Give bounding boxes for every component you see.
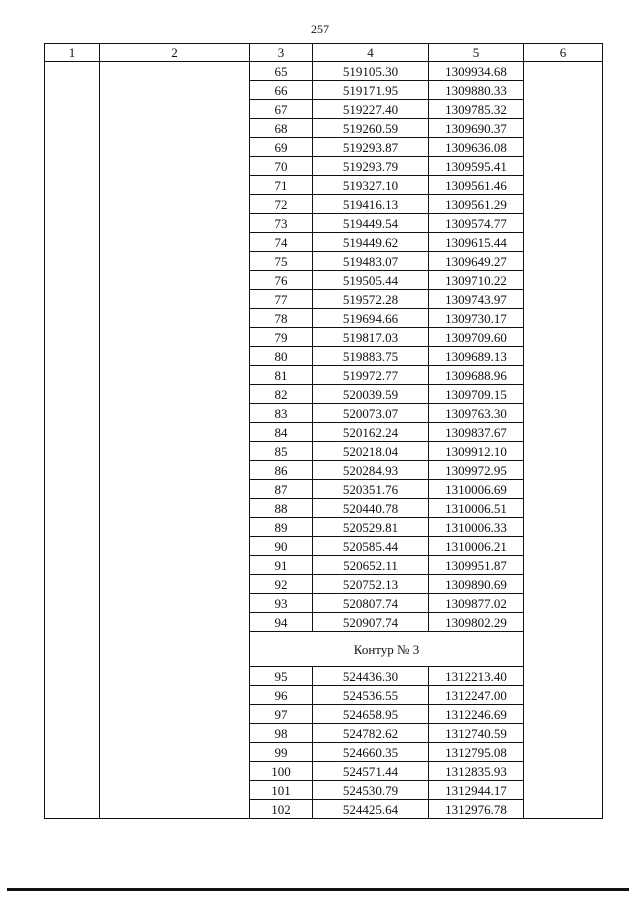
coordinate-y: 1309972.95: [429, 461, 524, 480]
page-number: 257: [311, 22, 329, 36]
point-number: 84: [250, 423, 313, 442]
coordinate-y: 1309880.33: [429, 81, 524, 100]
point-number: 98: [250, 724, 313, 743]
coordinate-x: 520585.44: [313, 537, 429, 556]
coordinate-x: 519572.28: [313, 290, 429, 309]
coordinate-x: 520807.74: [313, 594, 429, 613]
column-header-2: 2: [100, 44, 250, 62]
coordinate-y: 1312247.00: [429, 686, 524, 705]
column-header-6: 6: [524, 44, 603, 62]
coordinate-x: 519171.95: [313, 81, 429, 100]
column-1-cell: [45, 62, 100, 819]
coordinate-y: 1309890.69: [429, 575, 524, 594]
coordinate-x: 519327.10: [313, 176, 429, 195]
coordinate-y: 1312213.40: [429, 667, 524, 686]
coordinate-y: 1309561.29: [429, 195, 524, 214]
point-number: 88: [250, 499, 313, 518]
point-number: 78: [250, 309, 313, 328]
coordinate-y: 1309785.32: [429, 100, 524, 119]
header-row: [45, 44, 603, 62]
coordinate-y: 1312976.78: [429, 800, 524, 819]
coordinate-x: 519505.44: [313, 271, 429, 290]
point-number: 77: [250, 290, 313, 309]
coordinate-y: 1309574.77: [429, 214, 524, 233]
point-number: 73: [250, 214, 313, 233]
point-number: 80: [250, 347, 313, 366]
coordinate-x: 520073.07: [313, 404, 429, 423]
coordinate-y: 1309710.22: [429, 271, 524, 290]
point-number: 67: [250, 100, 313, 119]
coordinate-x: 524782.62: [313, 724, 429, 743]
column-header-1: 1: [45, 44, 100, 62]
coordinate-x: 524660.35: [313, 743, 429, 762]
point-number: 81: [250, 366, 313, 385]
coordinate-x: 519105.30: [313, 62, 429, 81]
coordinate-y: 1309709.60: [429, 328, 524, 347]
coordinate-y: 1309615.44: [429, 233, 524, 252]
coordinate-y: 1312944.17: [429, 781, 524, 800]
coordinate-x: 520529.81: [313, 518, 429, 537]
coordinate-y: 1310006.33: [429, 518, 524, 537]
coordinate-x: 524530.79: [313, 781, 429, 800]
point-number: 66: [250, 81, 313, 100]
coordinate-x: 520440.78: [313, 499, 429, 518]
coordinate-x: 520907.74: [313, 613, 429, 632]
point-number: 83: [250, 404, 313, 423]
coordinate-y: 1309689.13: [429, 347, 524, 366]
point-number: 69: [250, 138, 313, 157]
contour-heading: Контур № 3: [250, 632, 524, 667]
coordinate-x: 519483.07: [313, 252, 429, 271]
coordinate-x: 519449.54: [313, 214, 429, 233]
coordinate-x: 524436.30: [313, 667, 429, 686]
coordinate-y: 1310006.51: [429, 499, 524, 518]
column-6-cell: [524, 62, 603, 819]
point-number: 96: [250, 686, 313, 705]
point-number: 85: [250, 442, 313, 461]
coordinate-y: 1309877.02: [429, 594, 524, 613]
point-number: 87: [250, 480, 313, 499]
coordinate-y: 1312740.59: [429, 724, 524, 743]
coordinate-x: 519227.40: [313, 100, 429, 119]
point-number: 72: [250, 195, 313, 214]
point-number: 101: [250, 781, 313, 800]
point-number: 82: [250, 385, 313, 404]
coordinate-y: 1309802.29: [429, 613, 524, 632]
point-number: 102: [250, 800, 313, 819]
point-number: 91: [250, 556, 313, 575]
coordinate-x: 520351.76: [313, 480, 429, 499]
bottom-rule: [7, 888, 629, 891]
coordinate-y: 1309595.41: [429, 157, 524, 176]
point-number: 100: [250, 762, 313, 781]
point-number: 79: [250, 328, 313, 347]
point-number: 71: [250, 176, 313, 195]
point-number: 97: [250, 705, 313, 724]
coordinate-y: 1309934.68: [429, 62, 524, 81]
coordinate-y: 1310006.21: [429, 537, 524, 556]
table-row: [45, 62, 603, 81]
point-number: 93: [250, 594, 313, 613]
coordinate-x: 520752.13: [313, 575, 429, 594]
coordinate-x: 520652.11: [313, 556, 429, 575]
coordinate-x: 519972.77: [313, 366, 429, 385]
coordinate-x: 519694.66: [313, 309, 429, 328]
coordinate-x: 520284.93: [313, 461, 429, 480]
coordinate-x: 524425.64: [313, 800, 429, 819]
point-number: 99: [250, 743, 313, 762]
coordinate-x: 520162.24: [313, 423, 429, 442]
point-number: 68: [250, 119, 313, 138]
coordinate-x: 520218.04: [313, 442, 429, 461]
coordinate-y: 1309912.10: [429, 442, 524, 461]
point-number: 70: [250, 157, 313, 176]
coordinate-x: 524536.55: [313, 686, 429, 705]
coordinate-x: 524658.95: [313, 705, 429, 724]
point-number: 92: [250, 575, 313, 594]
coordinate-y: 1309837.67: [429, 423, 524, 442]
coordinate-y: 1309763.30: [429, 404, 524, 423]
coordinate-y: 1309730.17: [429, 309, 524, 328]
coordinate-y: 1312246.69: [429, 705, 524, 724]
coordinate-y: 1309636.08: [429, 138, 524, 157]
coordinates-table: [44, 43, 603, 819]
point-number: 94: [250, 613, 313, 632]
coordinate-x: 519260.59: [313, 119, 429, 138]
point-number: 90: [250, 537, 313, 556]
point-number: 74: [250, 233, 313, 252]
column-header-4: 4: [313, 44, 429, 62]
coordinate-x: 524571.44: [313, 762, 429, 781]
column-2-cell: [100, 62, 250, 819]
coordinate-x: 519416.13: [313, 195, 429, 214]
point-number: 75: [250, 252, 313, 271]
coordinate-x: 520039.59: [313, 385, 429, 404]
point-number: 95: [250, 667, 313, 686]
coordinate-x: 519883.75: [313, 347, 429, 366]
coordinate-y: 1309690.37: [429, 119, 524, 138]
column-header-5: 5: [429, 44, 524, 62]
coordinate-y: 1312795.08: [429, 743, 524, 762]
coordinate-x: 519293.87: [313, 138, 429, 157]
coordinate-y: 1309649.27: [429, 252, 524, 271]
point-number: 76: [250, 271, 313, 290]
point-number: 89: [250, 518, 313, 537]
point-number: 65: [250, 62, 313, 81]
coordinate-y: 1309951.87: [429, 556, 524, 575]
coordinate-x: 519293.79: [313, 157, 429, 176]
coordinate-y: 1309561.46: [429, 176, 524, 195]
coordinate-x: 519817.03: [313, 328, 429, 347]
column-header-3: 3: [250, 44, 313, 62]
coordinate-y: 1309743.97: [429, 290, 524, 309]
coordinate-y: 1309688.96: [429, 366, 524, 385]
coordinate-y: 1310006.69: [429, 480, 524, 499]
point-number: 86: [250, 461, 313, 480]
coordinate-y: 1312835.93: [429, 762, 524, 781]
coordinate-y: 1309709.15: [429, 385, 524, 404]
coordinate-x: 519449.62: [313, 233, 429, 252]
